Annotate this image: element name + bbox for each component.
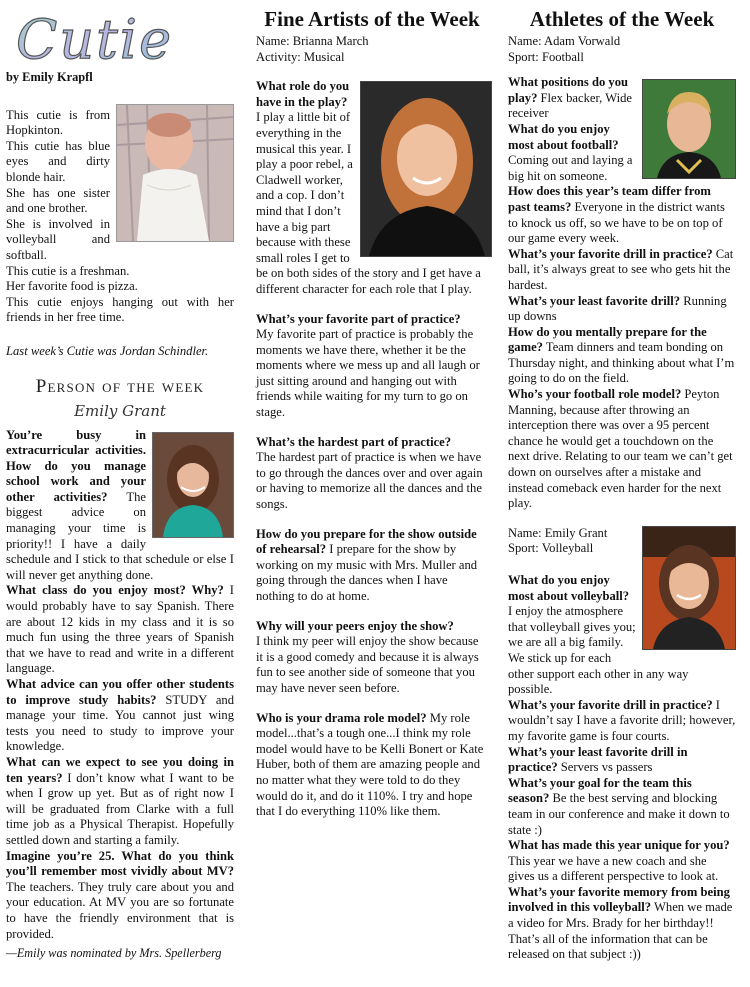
potw-qa: What can we expect to see you doing in ten years? I don’t know what I want to be when I grow up yet. But as of right now I will be graduated from Clarke with a full time job as a Physical Therapist. Hopefully settled down and starting a family. <box>6 754 234 847</box>
cutie-fact: She is involved in volleyball and softball. <box>6 216 110 262</box>
potw-qa: What advice can you offer other students to improve study habits? STUDY and manage your time. You cannot just wing tests you need to study to improve your knowledge. <box>6 677 235 754</box>
cutie-fact: This cutie enjoys hanging out with her friends in her free time. <box>6 294 234 325</box>
fine-artists-column <box>256 0 488 820</box>
artist-qa: What’s your favorite part of practice? My favorite part of practice is probably the moments we have there, whether it be the moments where we mess up and all laugh or just sitting around and hanging out with friends while waiting for my turn to go on stage. <box>256 311 480 420</box>
athletes-heading: Athletes of the Week <box>529 7 715 31</box>
athlete1-name: Name: Adam Vorwald <box>508 34 621 48</box>
artist-qa: What’s the hardest part of practice? The hardest part of practice is when we have to go through the dances over and over again or having to memorize all the dances and the songs. <box>256 434 483 512</box>
athlete1-qa: Who’s your football role model? Peyton Manning, because after throwing an interception there was over a 95 percent chance he would get a touchdown on the next drive. Relating to our team we can’t get down on ourselves after a mistake and instead comeback even harder for the next play. <box>508 387 733 511</box>
person-of-week-name: Emily Grant <box>74 401 166 420</box>
athlete2-sport: Sport: Volleyball <box>508 541 594 556</box>
adam-vorwald-portrait <box>642 79 736 179</box>
svg-text:Cutie: Cutie <box>16 10 174 68</box>
cutie-byline: by Emily Krapfl <box>6 70 93 84</box>
last-week-cutie: Last week’s Cutie was Jordan Schindler. <box>6 343 209 358</box>
athlete2-qa: What’s your favorite drill in practice? I wouldn’t say I have a favorite drill; however, my favorite game is four courts. <box>508 697 736 743</box>
nominated-by: —Emily was nominated by Mrs. Spellerberg <box>6 946 222 961</box>
cutie-baby-photo <box>116 104 234 242</box>
athlete2-qa: What’s your favorite memory from being involved in this volleyball? When we made a video for Mrs. Brady for her birthday!! That’s all of the information that can be released on that subject :)) <box>508 884 733 962</box>
athletes-column <box>508 0 736 963</box>
athlete1-qa: What do you enjoy most about football? Coming out and laying a big hit on someone. <box>508 121 633 183</box>
artist-qa: What role do you have in the play? I play a little bit of everything in the musical this year. I play a poor rebel, a Cladwell worker, and a cop. I don’t mind that I don’t have a big part because with these small roles I get to be on both sides of the story and I get have a different character for each role that I play. <box>256 79 488 297</box>
cutie-fact: She has one sister and one brother. <box>6 185 110 216</box>
athlete2-name: Name: Emily Grant <box>508 525 608 540</box>
brianna-march-portrait <box>360 81 492 257</box>
cutie-logo <box>12 10 234 68</box>
potw-qa: What class do you enjoy most? Why? I would probably have to say Spanish. There are about 12 kids in my class and it is so much fun using the three years of Spanish that we have to read and write in a different language. <box>6 583 235 676</box>
athlete2-qa: What’s your goal for the team this season? Be the best serving and blocking team in our conference and make it down to state :) <box>508 775 730 837</box>
athlete2-qa: What do you enjoy most about volleyball? I enjoy the atmosphere that volleyball gives you; we are all a big family. We stick up for each other support each other in any way possible. <box>508 573 689 697</box>
artist-qa: How do you prepare for the show outside of rehearsal? I prepare for the show by working on my music with Mrs. Muller and going through the dances when I have nothing to do at home. <box>256 526 478 603</box>
person-of-week-interview <box>6 428 234 943</box>
potw-qa: You’re busy in extracurricular activities. How do you manage school work and your other activities? The biggest advice on managing your time is priority!! I have a daily schedule and I stick to that schedule or else I will never get anything done. <box>6 427 234 582</box>
athlete1-qa: How does this year’s team differ from past teams? Everyone in the district wants to knock us off, so we have to be on top of our game every week. <box>508 184 725 246</box>
fine-artists-heading: Fine Artists of the Week <box>264 7 480 31</box>
athlete1-qa: How do you mentally prepare for the game? Team dinners and team bonding on Thursday night, and thinking about what I’m going to do on the field. <box>508 324 735 386</box>
artist-qa: Why will your peers enjoy the show? I think my peer will enjoy the show because it is a good comedy and because it is always fun to see another side of someone that you may have never seen before. <box>256 618 479 695</box>
cutie-column <box>6 0 234 962</box>
athlete1-interview <box>508 75 736 512</box>
cutie-fact: Her favorite food is pizza. <box>6 279 138 294</box>
emily-grant-volleyball-portrait <box>642 526 736 650</box>
person-of-week-title: Person of the week <box>35 375 205 397</box>
athlete1-qa: What’s your favorite drill in practice? Cat ball, it’s always great to see who gets hit the hardest. <box>508 246 734 292</box>
potw-qa: Imagine you’re 25. What do you think you’ll remember most vividly about MV? The teachers. They truly care about you and your education. At MV you are so fortunate to have the friendly environment that is provided. <box>6 848 234 941</box>
athlete2-interview <box>508 526 736 963</box>
athlete1-sport: Sport: Football <box>508 49 584 64</box>
cutie-fact: This cutie is a freshman. <box>6 263 130 278</box>
athlete1-qa: What positions do you play? Flex backer, Wide receiver <box>508 75 632 121</box>
cutie-fact: This cutie is from Hopkinton. <box>6 107 110 138</box>
cutie-body <box>6 108 234 326</box>
artist-qa: Who is your drama role model? My role model...that’s a tough one...I think my role model would have to be Kelli Bonert or Kate Huber, both of them are amazing people and no matter what they were told to do they would do it, and do it 110%. I try and hope that I do everything 110% like them. <box>256 710 484 819</box>
cutie-fact: This cutie has blue eyes and dirty blonde hair. <box>6 138 110 184</box>
athlete2-qa: What’s your least favorite drill in practice? Servers vs passers <box>508 744 688 775</box>
artist-activity: Activity: Musical <box>256 49 345 64</box>
athlete1-qa: What’s your least favorite drill? Running up downs <box>508 293 727 324</box>
emily-grant-portrait <box>152 432 234 538</box>
artist-name: Name: Brianna March <box>256 34 369 48</box>
athlete2-qa: What has made this year unique for you? This year we have a new coach and she gives us a different perspective to look at. <box>508 838 730 884</box>
